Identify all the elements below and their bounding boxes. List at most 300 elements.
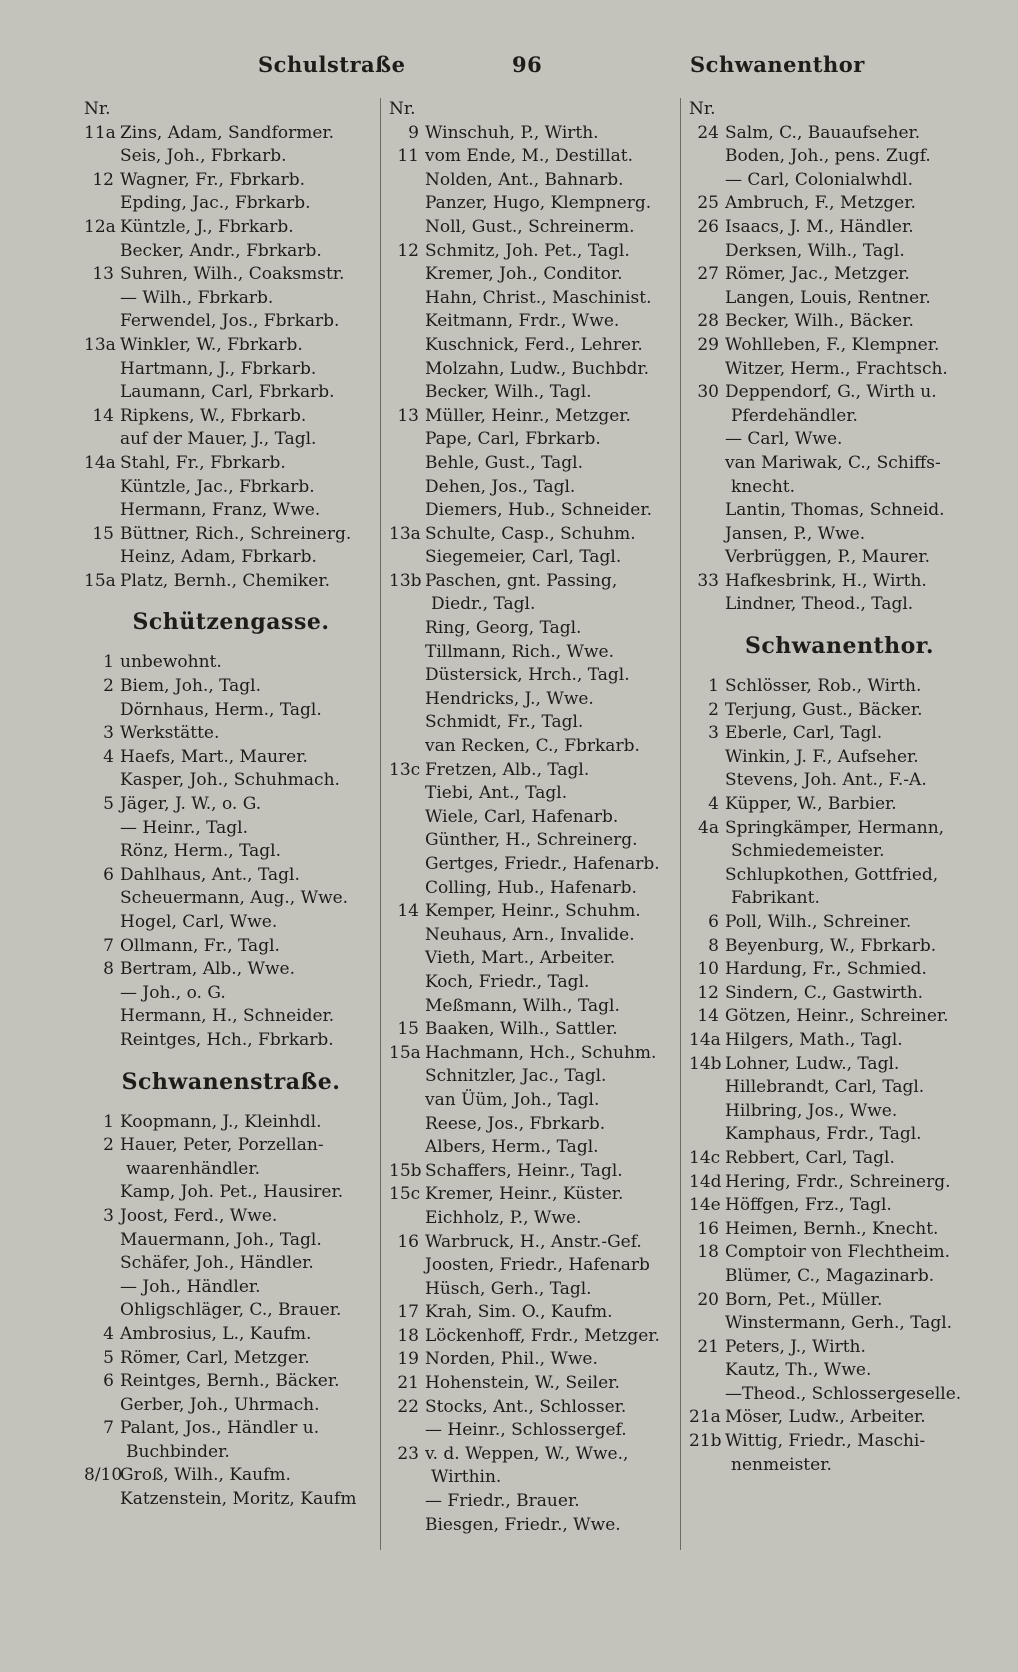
directory-entry [689, 499, 990, 523]
directory-entry [689, 840, 990, 864]
house-number: 16 [697, 1218, 719, 1239]
house-number: 23 [397, 1443, 419, 1464]
resident-entry: van Mariwak, C., Schiffs- [725, 452, 941, 473]
directory-entry [84, 287, 378, 311]
directory-entry [389, 995, 676, 1019]
column-3 [680, 98, 990, 1550]
resident-entry: Hermann, Franz, Wwe. [120, 500, 321, 521]
directory-entry [84, 476, 378, 500]
directory-entry [689, 452, 990, 476]
directory-entry [689, 864, 990, 888]
house-number: 15a [389, 1042, 421, 1063]
resident-entry: Katzenstein, Moritz, Kaufm [120, 1489, 357, 1510]
resident-entry: Koch, Friedr., Tagl. [425, 971, 590, 992]
house-number: 1 [103, 652, 114, 673]
house-number: 29 [697, 334, 719, 355]
directory-entry [689, 1053, 990, 1077]
resident-entry: Palant, Jos., Händler u. [120, 1418, 320, 1439]
house-number: 15b [389, 1160, 422, 1181]
resident-entry: Kremer, Heinr., Küster. [425, 1184, 624, 1205]
resident-entry: waarenhändler. [126, 1158, 261, 1179]
directory-entry [389, 1231, 676, 1255]
directory-entry [389, 358, 676, 382]
directory-entry [689, 192, 990, 216]
resident-entry: Rönz, Herm., Tagl. [120, 841, 281, 862]
house-number: 11a [84, 122, 116, 143]
resident-entry: Kasper, Joh., Schuhmach. [120, 770, 340, 791]
resident-entry: Hauer, Peter, Porzellan- [120, 1135, 324, 1156]
directory-entry [389, 617, 676, 641]
resident-entry: — Carl, Wwe. [725, 429, 843, 450]
resident-entry: Rebbert, Carl, Tagl. [725, 1147, 895, 1168]
house-number: 3 [708, 723, 719, 744]
resident-entry: Buchbinder. [126, 1441, 230, 1462]
house-number: 4 [103, 746, 114, 767]
directory-entry [84, 793, 378, 817]
directory-entry [389, 381, 676, 405]
resident-entry: Büttner, Rich., Schreinerg. [120, 523, 352, 544]
directory-entry [689, 216, 990, 240]
directory-entry [389, 145, 676, 169]
directory-entry [84, 1181, 378, 1205]
house-number: 25 [697, 193, 719, 214]
resident-entry: Hilbring, Jos., Wwe. [725, 1100, 898, 1121]
schwanenthor-list [689, 675, 990, 1477]
directory-entry [689, 405, 990, 429]
resident-entry: Schmiedemeister. [731, 841, 885, 862]
house-number: 20 [697, 1289, 719, 1310]
resident-entry: — Friedr., Brauer. [425, 1491, 580, 1512]
directory-entry [389, 192, 676, 216]
directory-entry [84, 499, 378, 523]
directory-entry [389, 1419, 676, 1443]
resident-entry: Peters, J., Wirth. [725, 1336, 866, 1357]
directory-entry [389, 523, 676, 547]
directory-entry [389, 877, 676, 901]
directory-entry [689, 1241, 990, 1265]
directory-entry [389, 334, 676, 358]
resident-entry: Sindern, C., Gastwirth. [725, 982, 924, 1003]
nr-label: Nr. [84, 99, 111, 119]
directory-entry [689, 1076, 990, 1100]
header-left-street: Schulstraße [258, 52, 406, 77]
resident-entry: Wittig, Friedr., Maschi- [725, 1431, 926, 1452]
resident-entry: Hafkesbrink, H., Wirth. [725, 570, 927, 591]
resident-entry: vom Ende, M., Destillat. [425, 146, 634, 167]
resident-entry: Lindner, Theod., Tagl. [725, 594, 914, 615]
resident-entry: Verbrüggen, P., Maurer. [725, 547, 930, 568]
resident-entry: van Üüm, Joh., Tagl. [425, 1089, 600, 1110]
resident-entry: van Recken, C., Fbrkarb. [425, 736, 640, 757]
resident-entry: Schlösser, Rob., Wirth. [725, 676, 922, 697]
directory-entry [389, 900, 676, 924]
resident-entry: Born, Pet., Müller. [725, 1289, 883, 1310]
house-number: 21a [689, 1407, 721, 1428]
resident-entry: Ambruch, F., Metzger. [725, 193, 916, 214]
resident-entry: Hartmann, J., Fbrkarb. [120, 358, 317, 379]
directory-entry [84, 310, 378, 334]
resident-entry: Ring, Georg, Tagl. [425, 618, 582, 639]
directory-entry [689, 1100, 990, 1124]
directory-entry [84, 1488, 378, 1512]
directory-entry [389, 169, 676, 193]
resident-entry: Witzer, Herm., Frachtsch. [725, 358, 948, 379]
resident-entry: Römer, Carl, Metzger. [120, 1347, 310, 1368]
resident-entry: Ambrosius, L., Kaufm. [120, 1323, 312, 1344]
resident-entry: Heimen, Bernh., Knecht. [725, 1218, 939, 1239]
running-head [0, 52, 1018, 92]
house-number: 17 [397, 1302, 419, 1323]
resident-entry: Hahn, Christ., Maschinist. [425, 287, 652, 308]
directory-entry [689, 1265, 990, 1289]
resident-entry: Römer, Jac., Metzger. [725, 264, 910, 285]
resident-entry: Zins, Adam, Sandformer. [120, 122, 335, 143]
directory-entry [689, 1359, 990, 1383]
resident-entry: Scheuermann, Aug., Wwe. [120, 888, 349, 909]
directory-entry [389, 405, 676, 429]
directory-entry [689, 145, 990, 169]
resident-entry: Neuhaus, Arn., Invalide. [425, 924, 635, 945]
directory-entry [389, 1018, 676, 1042]
resident-entry: knecht. [731, 476, 796, 497]
house-number: 15 [397, 1019, 419, 1040]
directory-entry [84, 405, 378, 429]
resident-entry: Reese, Jos., Fbrkarb. [425, 1113, 606, 1134]
directory-entry [689, 887, 990, 911]
resident-entry: Winstermann, Gerh., Tagl. [725, 1313, 953, 1334]
resident-entry: Albers, Herm., Tagl. [425, 1137, 599, 1158]
resident-entry: Deppendorf, G., Wirth u. [725, 382, 937, 403]
resident-entry: Schmidt, Fr., Tagl. [425, 712, 584, 733]
resident-entry: Werkstätte. [120, 723, 220, 744]
house-number: 3 [103, 723, 114, 744]
resident-entry: unbewohnt. [120, 652, 222, 673]
directory-entry [389, 1160, 676, 1184]
resident-entry: Schnitzler, Jac., Tagl. [425, 1066, 607, 1087]
resident-entry: Wagner, Fr., Fbrkarb. [120, 169, 306, 190]
directory-entry [389, 924, 676, 948]
resident-entry: Gertges, Friedr., Hafenarb. [425, 854, 660, 874]
directory-entry [689, 935, 990, 959]
house-number: 13c [389, 759, 421, 780]
resident-entry: — Joh., Händler. [120, 1276, 261, 1297]
resident-entry: Derksen, Wilh., Tagl. [725, 240, 905, 261]
directory-entry [389, 1325, 676, 1349]
schwanenstrasse-list-end [689, 122, 990, 617]
resident-entry: Hachmann, Hch., Schuhm. [425, 1042, 657, 1063]
directory-entry [689, 1454, 990, 1478]
house-number: 12 [697, 982, 719, 1003]
page-number: 96 [512, 52, 543, 77]
directory-entry [689, 476, 990, 500]
directory-entry [689, 793, 990, 817]
house-number: 2 [103, 676, 114, 697]
directory-entry [84, 169, 378, 193]
directory-entry [689, 1194, 990, 1218]
resident-entry: Beyenburg, W., Fbrkarb. [725, 935, 937, 956]
schulstrasse-list [84, 122, 378, 594]
directory-entry [84, 1005, 378, 1029]
directory-entry [84, 1323, 378, 1347]
column-2 [380, 98, 676, 1550]
directory-entry [84, 428, 378, 452]
resident-entry: Götzen, Heinr., Schreiner. [725, 1006, 949, 1027]
resident-entry: Colling, Hub., Hafenarb. [425, 877, 637, 898]
house-number: 21 [697, 1336, 719, 1357]
resident-entry: Springkämper, Hermann, [725, 817, 945, 838]
directory-entry [389, 947, 676, 971]
resident-entry: — Wilh., Fbrkarb. [120, 287, 274, 308]
resident-entry: auf der Mauer, J., Tagl. [120, 429, 317, 450]
directory-entry [389, 476, 676, 500]
directory-entry [389, 216, 676, 240]
directory-entry [84, 240, 378, 264]
resident-entry: Vieth, Mart., Arbeiter. [425, 948, 616, 969]
directory-entry [689, 1171, 990, 1195]
house-number: 14d [689, 1171, 722, 1192]
directory-entry [689, 570, 990, 594]
directory-entry [84, 192, 378, 216]
house-number: 27 [697, 264, 719, 285]
directory-entry [689, 1147, 990, 1171]
directory-entry [389, 641, 676, 665]
directory-entry [84, 145, 378, 169]
house-number: 21 [397, 1373, 419, 1394]
resident-entry: Küntzle, J., Fbrkarb. [120, 216, 294, 237]
resident-entry: Schmitz, Joh. Pet., Tagl. [425, 240, 630, 261]
directory-entry [689, 675, 990, 699]
directory-entry [689, 746, 990, 770]
house-number: 8 [103, 959, 114, 980]
resident-entry: Löckenhoff, Frdr., Metzger. [425, 1325, 660, 1346]
directory-entry [389, 688, 676, 712]
directory-entry [389, 759, 676, 783]
resident-entry: Eichholz, P., Wwe. [425, 1207, 582, 1228]
resident-entry: Tiebi, Ant., Tagl. [425, 783, 568, 804]
directory-entry [689, 1383, 990, 1407]
directory-entry [84, 381, 378, 405]
directory-entry [389, 1042, 676, 1066]
directory-entry [689, 358, 990, 382]
directory-entry [689, 428, 990, 452]
house-number: 15 [92, 523, 114, 544]
house-number: 11 [397, 146, 419, 167]
resident-entry: Dahlhaus, Ant., Tagl. [120, 864, 300, 885]
resident-entry: Küpper, W., Barbier. [725, 794, 897, 815]
directory-entry [84, 263, 378, 287]
directory-entry [84, 651, 378, 675]
directory-entry [389, 570, 676, 594]
column-1 [84, 98, 378, 1550]
directory-entry [389, 546, 676, 570]
resident-entry: Comptoir von Flechtheim. [725, 1242, 951, 1263]
resident-entry: Wohlleben, F., Klempner. [725, 334, 940, 355]
resident-entry: v. d. Weppen, W., Wwe., [425, 1443, 629, 1464]
directory-entry [84, 935, 378, 959]
directory-entry [689, 699, 990, 723]
resident-entry: Stahl, Fr., Fbrkarb. [120, 452, 286, 473]
resident-entry: Höffgen, Frz., Tagl. [725, 1195, 892, 1216]
directory-entry [389, 1136, 676, 1160]
directory-entry [84, 546, 378, 570]
directory-entry [389, 1490, 676, 1514]
resident-entry: Seis, Joh., Fbrkarb. [120, 146, 287, 167]
house-number: 16 [397, 1231, 419, 1252]
directory-entry [689, 334, 990, 358]
resident-entry: —Theod., Schlossergeselle. [725, 1383, 962, 1404]
directory-entry [84, 769, 378, 793]
resident-entry: Haefs, Mart., Maurer. [120, 746, 308, 767]
house-number: 10 [697, 959, 719, 980]
house-number: 14 [92, 405, 114, 426]
resident-entry: Hardung, Fr., Schmied. [725, 959, 927, 980]
directory-entry [689, 1406, 990, 1430]
resident-entry: Molzahn, Ludw., Buchbdr. [425, 358, 650, 379]
directory-entry [84, 887, 378, 911]
house-number: 13a [84, 334, 116, 355]
resident-entry: Wiele, Carl, Hafenarb. [425, 806, 619, 827]
resident-entry: Joost, Ferd., Wwe. [120, 1205, 278, 1226]
directory-entry [689, 1336, 990, 1360]
directory-entry [389, 806, 676, 830]
resident-entry: Salm, C., Bauaufseher. [725, 122, 921, 143]
house-number: 5 [103, 1347, 114, 1368]
directory-entry [84, 570, 378, 594]
resident-entry: Diedr., Tagl. [431, 594, 536, 615]
resident-entry: Lantin, Thomas, Schneid. [725, 500, 945, 521]
resident-entry: Pape, Carl, Fbrkarb. [425, 429, 601, 450]
directory-entry [389, 1207, 676, 1231]
directory-entry [389, 287, 676, 311]
directory-entry [84, 1158, 378, 1182]
directory-entry [389, 1443, 676, 1467]
resident-entry: Ripkens, W., Fbrkarb. [120, 405, 307, 426]
house-number: 33 [697, 570, 719, 591]
house-number: 15c [389, 1184, 421, 1205]
resident-entry: Baaken, Wilh., Sattler. [425, 1019, 618, 1040]
house-number: 4 [708, 794, 719, 815]
resident-entry: Biem, Joh., Tagl. [120, 676, 262, 697]
directory-entry [389, 1301, 676, 1325]
house-number: 13b [389, 570, 422, 591]
resident-entry: nenmeister. [731, 1454, 832, 1475]
directory-entry [84, 523, 378, 547]
resident-entry: Kamphaus, Frdr., Tagl. [725, 1124, 922, 1145]
resident-entry: Noll, Gust., Schreinerm. [425, 216, 635, 237]
directory-entry [389, 1278, 676, 1302]
resident-entry: Hendricks, J., Wwe. [425, 688, 594, 709]
house-number: 19 [397, 1349, 419, 1370]
directory-entry [389, 853, 676, 877]
resident-entry: Lohner, Ludw., Tagl. [725, 1053, 900, 1074]
directory-entry [84, 1229, 378, 1253]
house-number: 18 [697, 1242, 719, 1263]
resident-entry: Warbruck, H., Anstr.-Gef. [425, 1231, 642, 1252]
directory-entry [84, 675, 378, 699]
schwanenstrasse-list-cont [389, 122, 676, 1538]
resident-entry: Bertram, Alb., Wwe. [120, 959, 295, 980]
resident-entry: Kautz, Th., Wwe. [725, 1360, 872, 1381]
resident-entry: Wirthin. [431, 1467, 502, 1488]
house-number: 28 [697, 311, 719, 332]
resident-entry: Suhren, Wilh., Coaksmstr. [120, 264, 345, 285]
house-number: 14b [689, 1053, 722, 1074]
directory-entry [389, 1348, 676, 1372]
directory-entry [389, 782, 676, 806]
directory-entry [84, 216, 378, 240]
directory-entry [84, 1205, 378, 1229]
house-number: 9 [408, 122, 419, 143]
resident-entry: Becker, Wilh., Tagl. [425, 382, 592, 403]
house-number: 4a [698, 817, 719, 838]
house-number: 15a [84, 570, 116, 591]
house-number: 14c [689, 1147, 721, 1168]
directory-entry [389, 1396, 676, 1420]
house-number: 18 [397, 1325, 419, 1346]
resident-entry: — Heinr., Schlossergef. [425, 1420, 627, 1441]
resident-entry: Dörnhaus, Herm., Tagl. [120, 699, 322, 720]
directory-entry [389, 428, 676, 452]
directory-entry [389, 452, 676, 476]
house-number: 2 [708, 699, 719, 720]
nr-label: Nr. [389, 99, 416, 119]
resident-entry: Hogel, Carl, Wwe. [120, 912, 278, 932]
resident-entry: Düstersick, Hrch., Tagl. [425, 665, 630, 686]
directory-entry [84, 817, 378, 841]
house-number: 5 [103, 794, 114, 815]
resident-entry: Müller, Heinr., Metzger. [425, 405, 631, 426]
resident-entry: — Joh., o. G. [120, 982, 226, 1003]
directory-entry [689, 169, 990, 193]
resident-entry: Winkler, W., Fbrkarb. [120, 334, 303, 355]
nr-label: Nr. [689, 99, 716, 119]
directory-entry [84, 1347, 378, 1371]
resident-entry: Möser, Ludw., Arbeiter. [725, 1407, 926, 1428]
directory-entry [689, 769, 990, 793]
schwanenstrasse-list [84, 1111, 378, 1512]
resident-entry: Poll, Wilh., Schreiner. [725, 912, 912, 932]
house-number: 8 [708, 935, 719, 956]
directory-entry [389, 1514, 676, 1538]
directory-entry [84, 746, 378, 770]
house-number: 13 [397, 405, 419, 426]
resident-entry: Blümer, C., Magazinarb. [725, 1265, 935, 1286]
section-heading-schuetzengasse: Schützengasse. [132, 609, 330, 636]
resident-entry: Behle, Gust., Tagl. [425, 452, 583, 473]
directory-entry [389, 735, 676, 759]
section-heading-schwanenstrasse: Schwanenstraße. [121, 1068, 341, 1095]
directory-entry [84, 699, 378, 723]
resident-entry: Pferdehändler. [731, 405, 858, 426]
directory-entry [84, 1029, 378, 1053]
resident-entry: Heinz, Adam, Fbrkarb. [120, 547, 317, 568]
resident-entry: Diemers, Hub., Schneider. [425, 500, 653, 521]
directory-entry [689, 1005, 990, 1029]
directory-entry [84, 1134, 378, 1158]
directory-entry [84, 1464, 378, 1488]
directory-entry [689, 240, 990, 264]
directory-entry [689, 1029, 990, 1053]
directory-entry [84, 1394, 378, 1418]
resident-entry: Koopmann, J., Kleinhdl. [120, 1111, 322, 1132]
resident-entry: Stocks, Ant., Schlosser. [425, 1396, 627, 1417]
directory-entry [689, 1218, 990, 1242]
house-number: 30 [697, 382, 719, 403]
directory-entry [689, 593, 990, 617]
directory-entry [84, 452, 378, 476]
resident-entry: Schulte, Casp., Schuhm. [425, 523, 636, 544]
resident-entry: Mauermann, Joh., Tagl. [120, 1229, 322, 1250]
